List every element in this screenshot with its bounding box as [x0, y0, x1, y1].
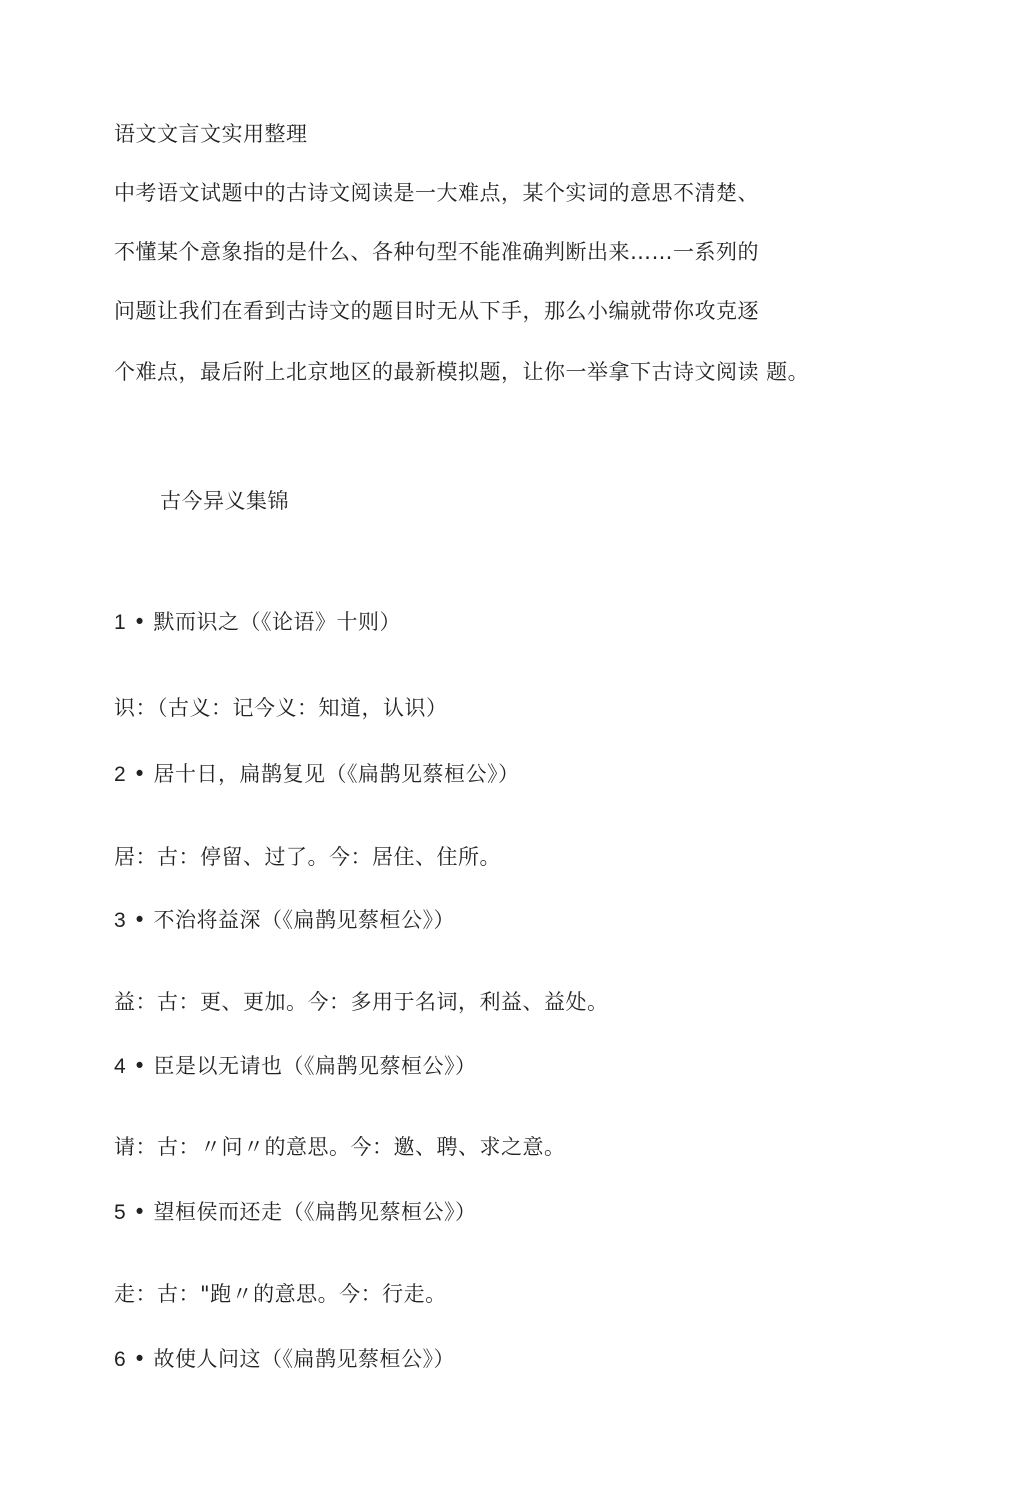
- entry-sentence: [114, 1345, 455, 1374]
- entry-number: 2: [114, 763, 127, 786]
- bullet: •: [133, 908, 147, 932]
- entry-explanation: 识：（古义：记今义：知道，认识）: [114, 696, 448, 720]
- intro-line-1: 中考语文试题中的古诗文阅读是一大难点，某个实词的意思不清楚、: [114, 181, 759, 205]
- bullet: •: [133, 610, 147, 634]
- entry-sentence: [114, 608, 401, 637]
- entry-text: 居十日，扁鹊复见（《扁鹊见蔡桓公》）: [153, 762, 520, 786]
- intro-line-4: 个难点，最后附上北京地区的最新模拟题，让你一举拿下古诗文阅读 题。: [114, 360, 810, 384]
- bullet: •: [133, 1347, 147, 1371]
- intro-line-2: 不懂某个意象指的是什么、各种句型不能准确判断出来……一系列的: [114, 240, 759, 264]
- entry-number: 6: [114, 1348, 127, 1371]
- intro-line-3: 问题让我们在看到古诗文的题目时无从下手，那么小编就带你攻克逐: [114, 299, 759, 323]
- entry-text: 不治将益深（《扁鹊见蔡桓公》）: [153, 908, 455, 932]
- entry-number: 5: [114, 1201, 127, 1224]
- entry-explanation: 走：古："跑〃的意思。今：行走。: [114, 1282, 447, 1306]
- entry-sentence: [114, 1052, 476, 1081]
- bullet: •: [133, 762, 147, 786]
- entry-number: 3: [114, 909, 127, 932]
- entry-text: 臣是以无请也（《扁鹊见蔡桓公》）: [153, 1054, 477, 1078]
- section-title: 古今异义集锦: [160, 489, 289, 513]
- entry-sentence: [114, 1198, 476, 1227]
- entry-explanation: 请：古：〃问〃的意思。今：邀、聘、求之意。: [114, 1135, 566, 1159]
- entry-text: 默而识之（《论语》十则）: [153, 610, 401, 634]
- entry-number: 1: [114, 611, 127, 634]
- entry-number: 4: [114, 1055, 127, 1078]
- bullet: •: [133, 1054, 147, 1078]
- entry-sentence: [114, 906, 455, 935]
- document-title: 语文文言文实用整理: [114, 122, 308, 146]
- entry-explanation: 益：古：更、更加。今：多用于名词，利益、益处。: [114, 990, 609, 1014]
- bullet: •: [133, 1200, 147, 1224]
- entry-sentence: [114, 760, 519, 789]
- entry-text: 故使人问这（《扁鹊见蔡桓公》）: [153, 1347, 455, 1371]
- entry-text: 望桓侯而还走（《扁鹊见蔡桓公》）: [153, 1200, 477, 1224]
- entry-explanation: 居：古：停留、过了。今：居住、住所。: [114, 845, 501, 869]
